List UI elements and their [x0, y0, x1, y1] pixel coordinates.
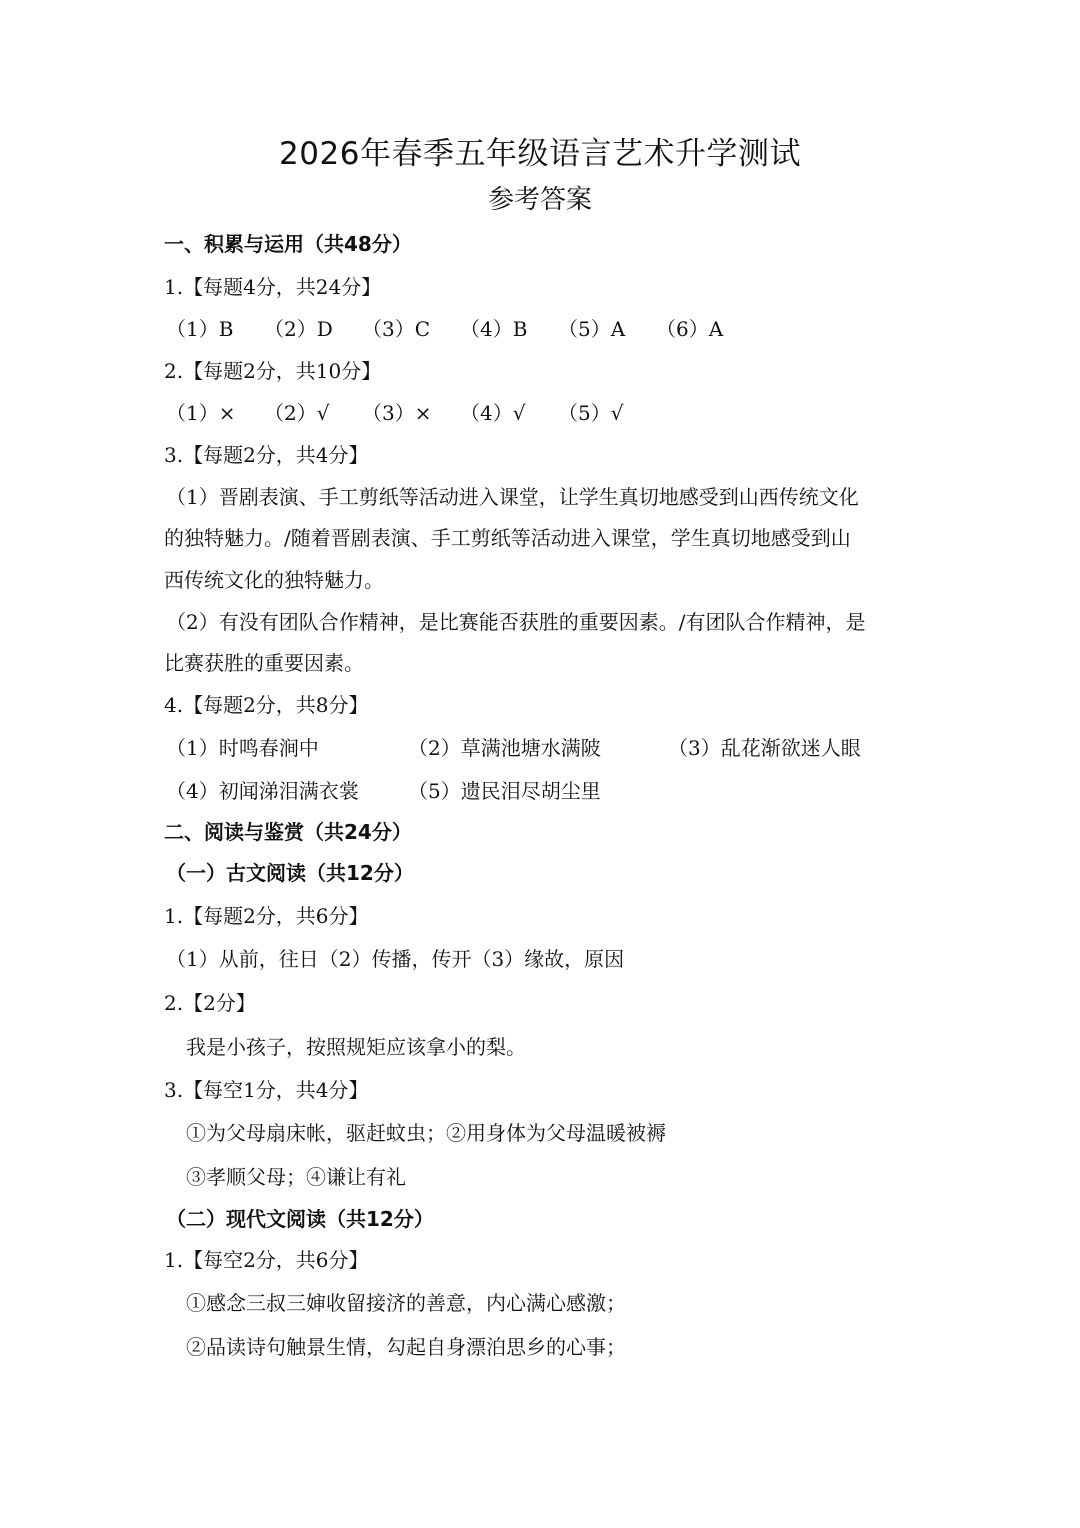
answer-text-line: 比赛获胜的重要因素。: [164, 651, 364, 675]
answer-text-line: 我是小孩子，按照规矩应该拿小的梨。: [186, 1035, 526, 1059]
answer-item: （1）×: [166, 401, 236, 425]
answer-text-line: （1）晋剧表演、手工剪纸等活动进入课堂，让学生真切地感受到山西传统文化: [166, 485, 859, 509]
section-heading-2: 二、阅读与鉴赏（共24分）: [164, 820, 412, 844]
section-heading-1: 一、积累与运用（共48分）: [164, 232, 412, 256]
answer-item: （1）时鸣春涧中: [166, 736, 319, 760]
answer-item: （4）√: [460, 401, 526, 425]
answer-item: （1）B: [166, 317, 234, 341]
question-label: 2.【每题2分，共10分】: [164, 359, 382, 383]
answer-item: （5）√: [558, 401, 624, 425]
answer-text-line: 的独特魅力。/随着晋剧表演、手工剪纸等活动进入课堂，学生真切地感受到山: [164, 526, 851, 550]
page-subtitle: 参考答案: [487, 185, 592, 215]
question-label: 1.【每题2分，共6分】: [164, 904, 369, 928]
question-label: 2.【2分】: [164, 991, 256, 1015]
answer-item: （3）×: [362, 401, 432, 425]
answer-item: （5）A: [558, 317, 626, 341]
answer-item: （2）草满池塘水满陂: [408, 736, 601, 760]
answer-item: （3）乱花渐欲迷人眼: [668, 736, 861, 760]
answer-text-line: ①感念三叔三婶收留接济的善意，内心满心感激；: [186, 1291, 626, 1315]
answer-item: （2）D: [264, 317, 333, 341]
answer-item: （6）A: [656, 317, 724, 341]
answer-item: （5）遗民泪尽胡尘里: [408, 779, 601, 803]
answer-text-line: （2）有没有团队合作精神，是比赛能否获胜的重要因素。/有团队合作精神，是: [166, 610, 866, 634]
question-label: 1.【每空2分，共6分】: [164, 1248, 369, 1272]
question-label: 3.【每空1分，共4分】: [164, 1078, 369, 1102]
answer-item: （4）初闻涕泪满衣裳: [166, 779, 359, 803]
subsection-heading: （一）古文阅读（共12分）: [166, 861, 414, 885]
answer-text-line: ②品读诗句触景生情，勾起自身漂泊思乡的心事；: [186, 1335, 626, 1359]
question-label: 3.【每题2分，共4分】: [164, 443, 369, 467]
answer-text-line: ①为父母扇床帐，驱赶蚊虫；②用身体为父母温暖被褥: [186, 1121, 666, 1145]
question-label: 4.【每题2分，共8分】: [164, 693, 369, 717]
question-label: 1.【每题4分，共24分】: [164, 275, 382, 299]
page-title: 2026年春季五年级语言艺术升学测试: [279, 136, 801, 172]
answer-text-line: ③孝顺父母；④谦让有礼: [186, 1165, 406, 1189]
answer-item: （2）√: [264, 401, 330, 425]
answer-text-line: 西传统文化的独特魅力。: [164, 568, 384, 592]
answer-item: （3）C: [362, 317, 431, 341]
answer-text-line: （1）从前，往日（2）传播，传开（3）缘故，原因: [166, 947, 625, 971]
answer-item: （4）B: [460, 317, 528, 341]
subsection-heading: （二）现代文阅读（共12分）: [166, 1207, 434, 1231]
